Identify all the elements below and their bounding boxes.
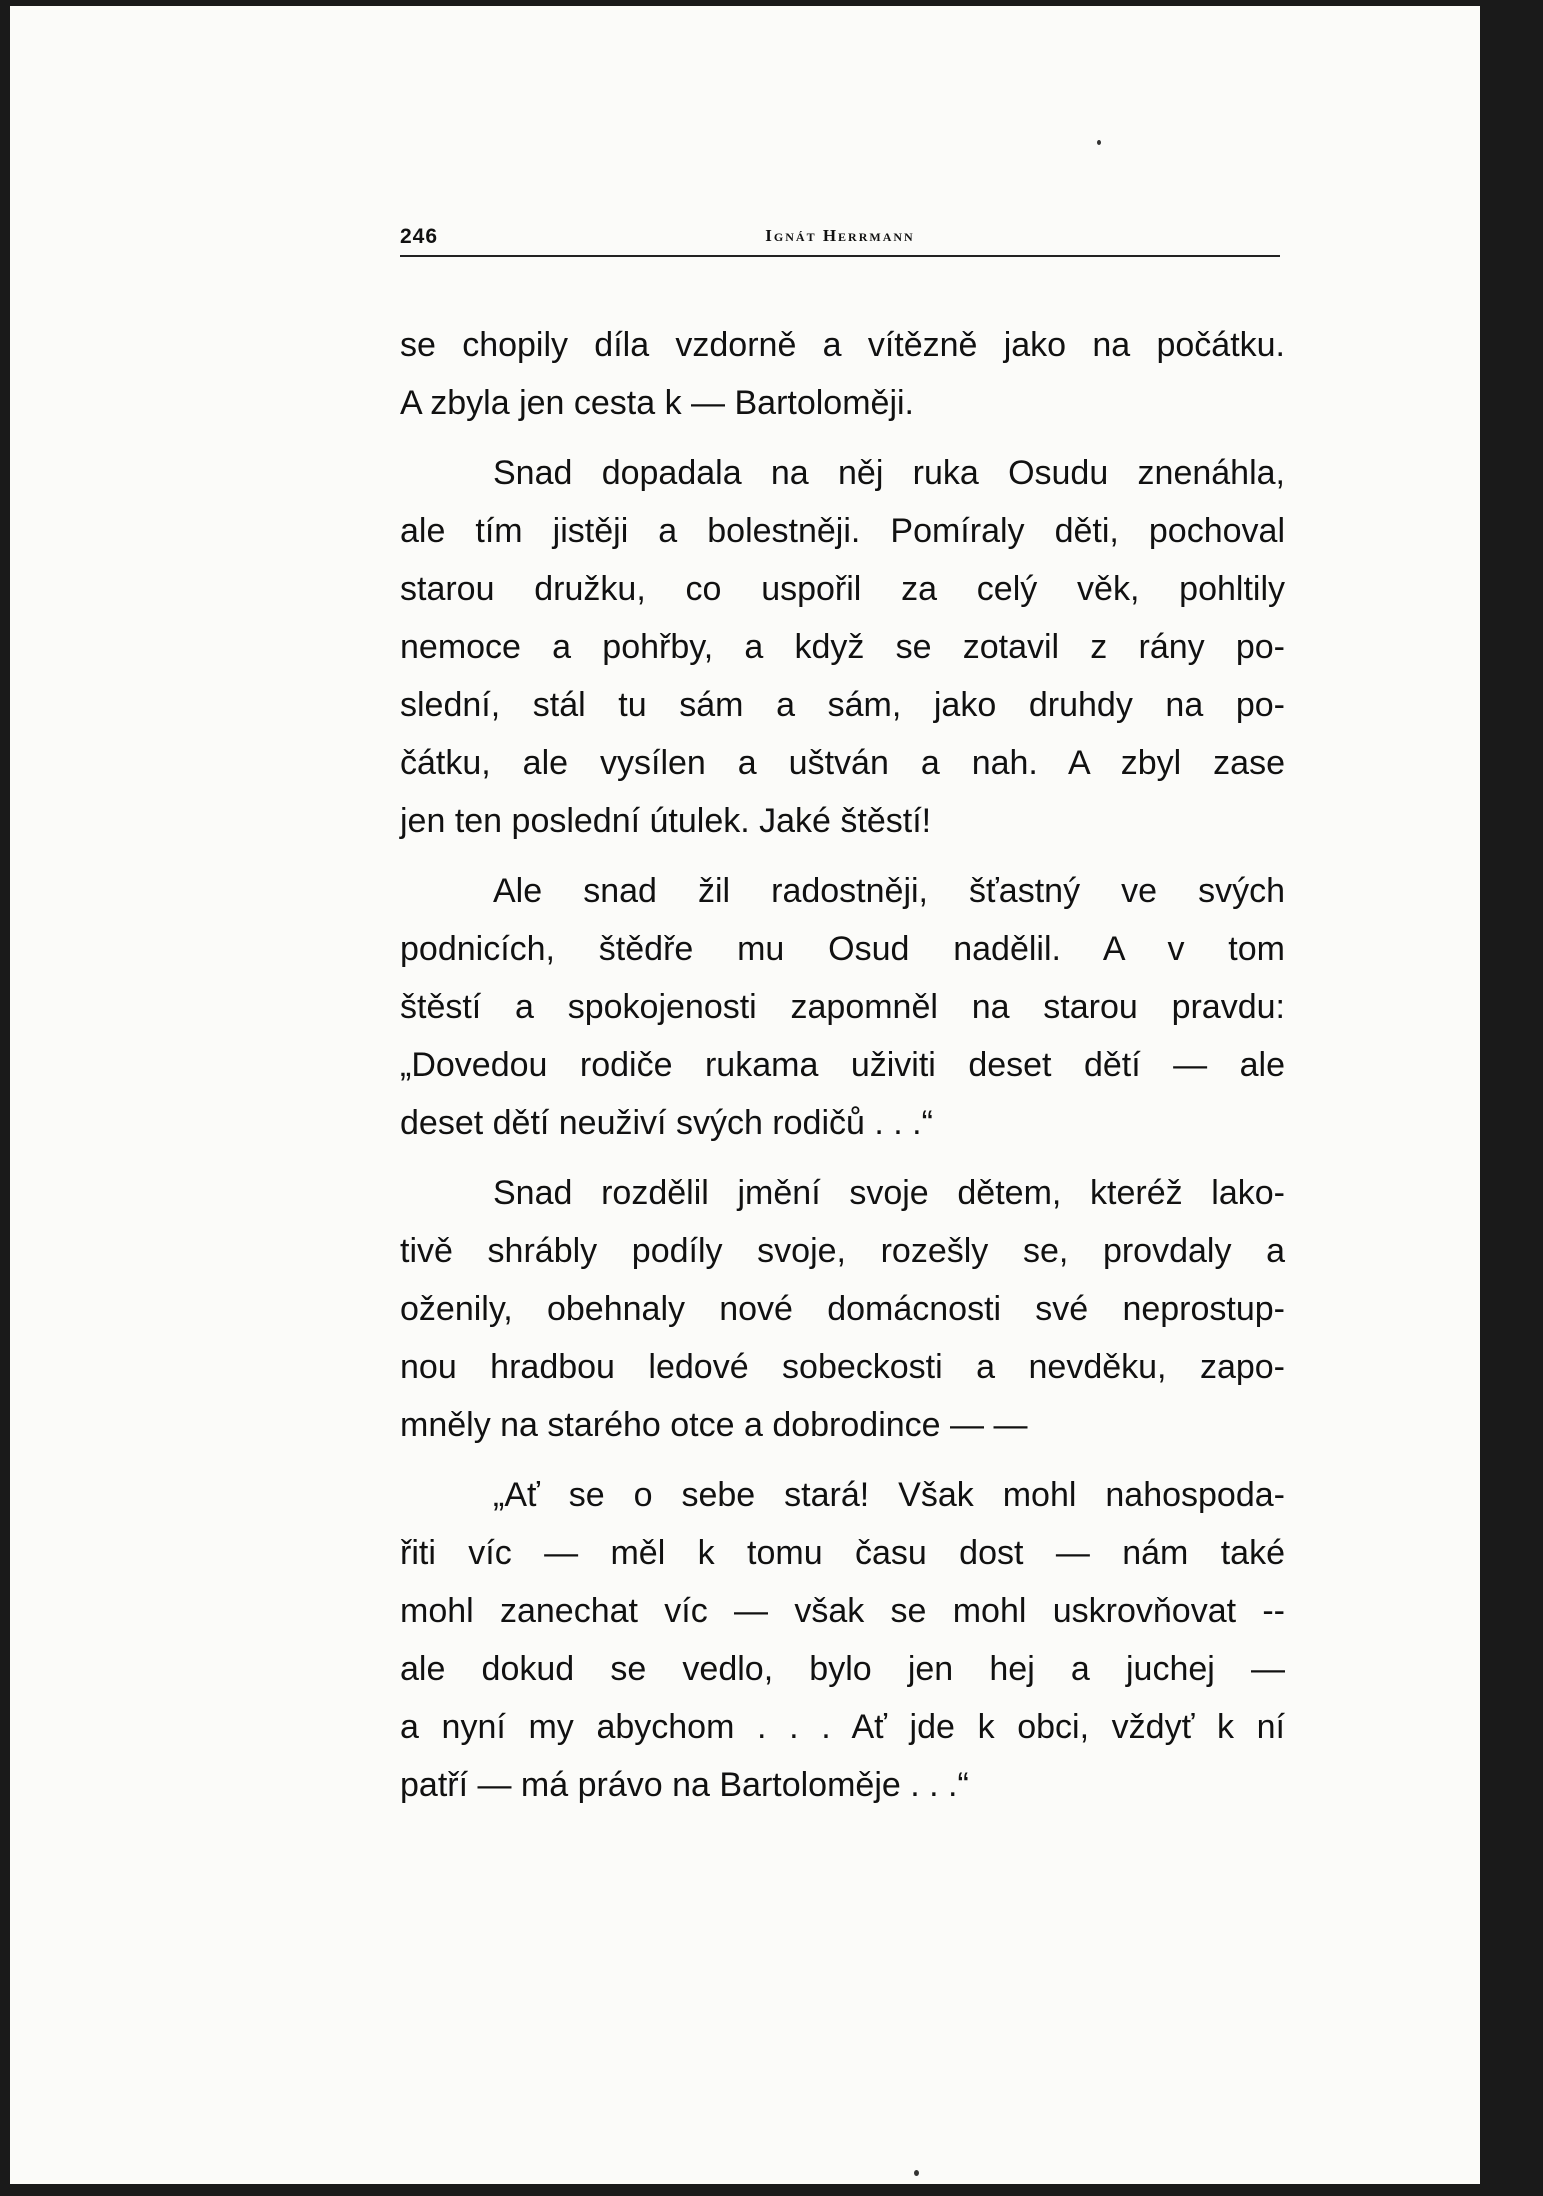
text-line: podnicích, štědře mu Osud nadělil. A v tom bbox=[400, 930, 1285, 968]
scan-speck bbox=[914, 2170, 919, 2176]
text-line: ale dokud se vedlo, bylo jen hej a juchej — bbox=[400, 1650, 1285, 1688]
text-line: jen ten poslední útulek. Jaké štěstí! bbox=[400, 802, 932, 840]
text-line: „Dovedou rodiče rukama uživiti deset dětí — ale bbox=[400, 1046, 1285, 1084]
text-line: mohl zanechat víc — však se mohl uskrovňovat -- bbox=[400, 1592, 1285, 1630]
scan-speck bbox=[1097, 140, 1101, 145]
text-line: ale tím jistěji a bolestněji. Pomíraly děti, pochoval bbox=[400, 512, 1285, 550]
text-line: Ale snad žil radostněji, šťastný ve svých bbox=[493, 872, 1285, 910]
text-line: čátku, ale vysílen a uštván a nah. A zbyl zase bbox=[400, 744, 1285, 782]
text-line: Snad dopadala na něj ruka Osudu znenáhla, bbox=[493, 454, 1285, 492]
paragraph bbox=[400, 1164, 1285, 1454]
paragraph bbox=[400, 444, 1285, 850]
paragraph bbox=[400, 1466, 1285, 1814]
text-line: štěstí a spokojenosti zapomněl na starou pravdu: bbox=[400, 988, 1285, 1026]
text-line: a nyní my abychom . . . Ať jde k obci, vždyť k ní bbox=[400, 1708, 1285, 1746]
text-line: slední, stál tu sám a sám, jako druhdy na po- bbox=[400, 686, 1285, 724]
text-line: řiti víc — měl k tomu času dost — nám také bbox=[400, 1534, 1285, 1572]
text-line: nou hradbou ledové sobeckosti a nevděku, zapo- bbox=[400, 1348, 1285, 1386]
body-text bbox=[400, 316, 1285, 1826]
text-line: mněly na starého otce a dobrodince — — bbox=[400, 1406, 1028, 1444]
text-line: starou družku, co uspořil za celý věk, pohltily bbox=[400, 570, 1285, 608]
text-line: nemoce a pohřby, a když se zotavil z rány po- bbox=[400, 628, 1285, 666]
text-line: oženily, obehnaly nové domácnosti své neprostup- bbox=[400, 1290, 1285, 1328]
text-line: „Ať se o sebe stará! Však mohl nahospoda- bbox=[493, 1476, 1285, 1514]
text-line: tivě shrábly podíly svoje, rozešly se, provdaly a bbox=[400, 1232, 1285, 1270]
running-head: Ignát Herrmann bbox=[765, 226, 915, 245]
text-line: se chopily díla vzdorně a vítězně jako na počátku. bbox=[400, 326, 1285, 364]
text-line: Snad rozdělil jmění svoje dětem, kteréž lako- bbox=[493, 1174, 1285, 1212]
paragraph bbox=[400, 862, 1285, 1152]
page-number: 246 bbox=[400, 225, 439, 248]
text-line: deset dětí neuživí svých rodičů . . .“ bbox=[400, 1104, 933, 1142]
text-line: patří — má právo na Bartoloměje . . .“ bbox=[400, 1766, 969, 1804]
page-header bbox=[400, 225, 1280, 257]
text-line: A zbyla jen cesta k — Bartoloměji. bbox=[400, 384, 915, 422]
paragraph bbox=[400, 316, 1285, 432]
